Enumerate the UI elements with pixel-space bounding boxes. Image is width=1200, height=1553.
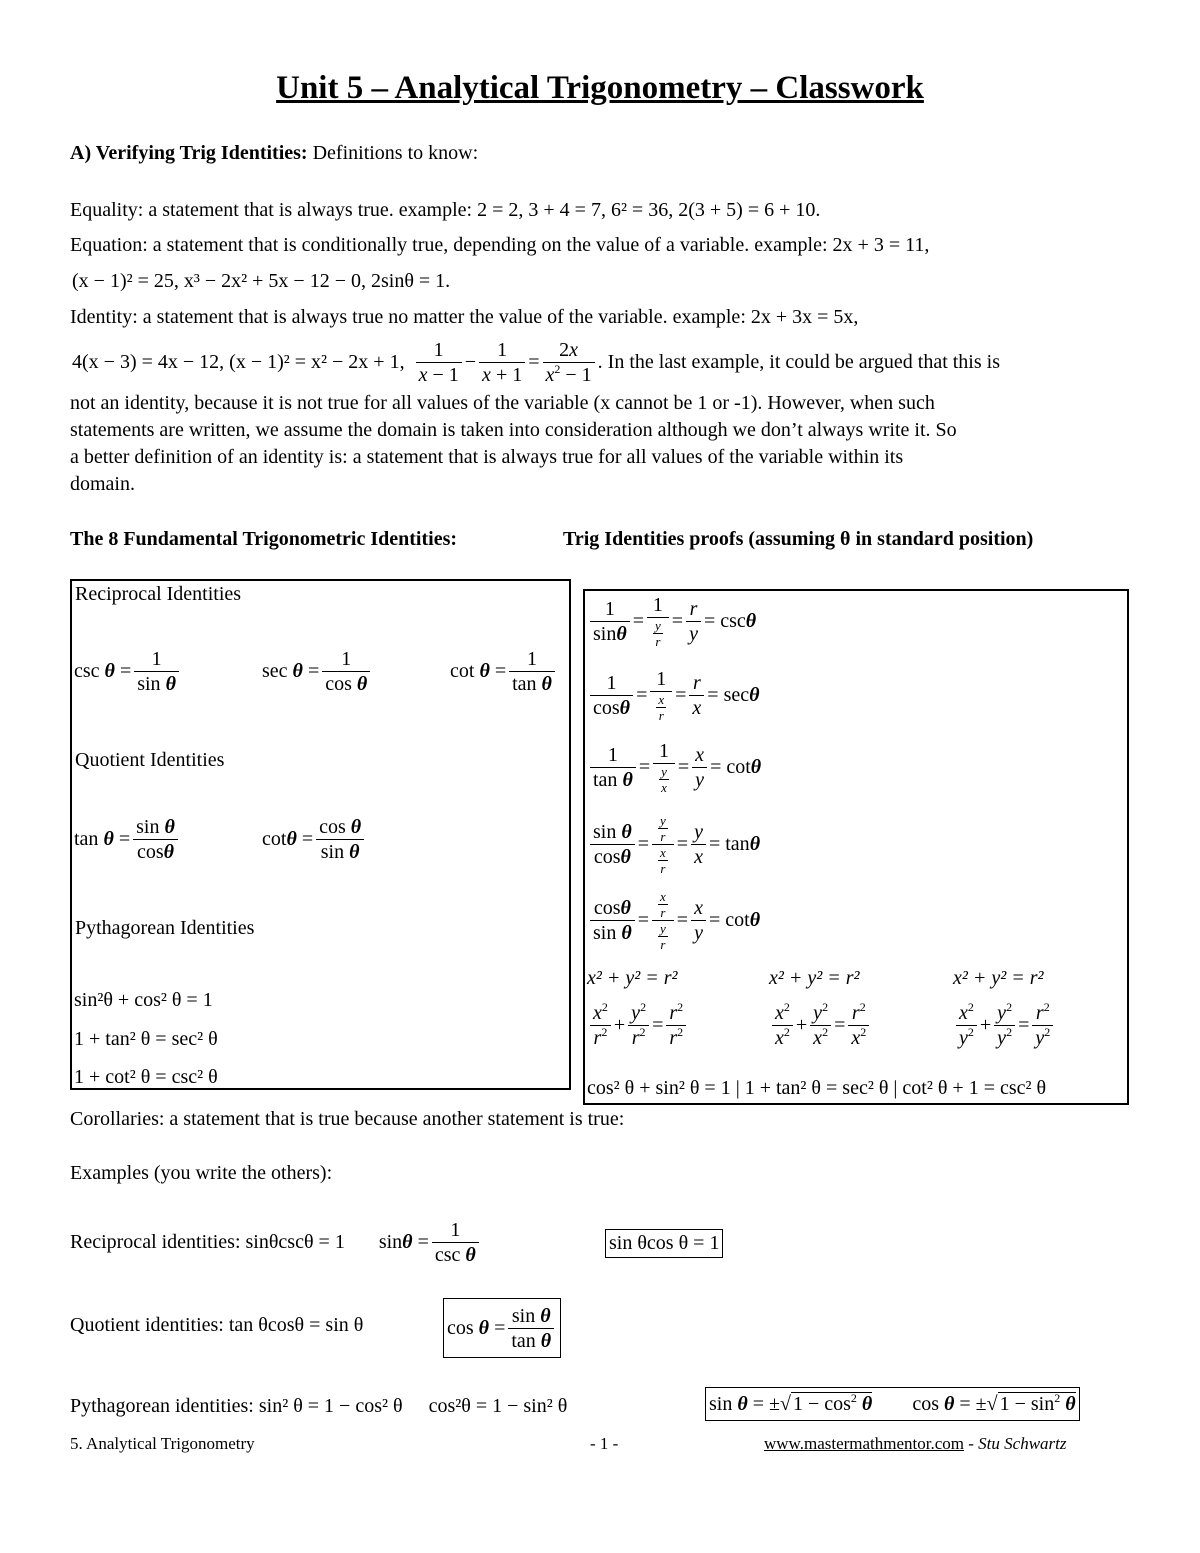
examples-label: Examples (you write the others): xyxy=(70,1162,333,1184)
corollary-reciprocal-eq: sinθcscθ = 1 xyxy=(245,1230,345,1253)
equality-definition: Equality: a statement that is always true. example: 2 = 2, 3 + 4 = 7, 6² = 36, 2(3 + 5) = 6 + 10. xyxy=(70,199,821,221)
corollaries-definition: Corollaries: a statement that is true because another statement is true: xyxy=(70,1108,625,1130)
pythagorean-label: Pythagorean Identities xyxy=(75,917,255,939)
reciprocal-cot: cot θ = $\frac{1}{\text{tan θ}}$ xyxy=(450,647,558,696)
section-a-header xyxy=(70,140,478,167)
footer-page-number: - 1 - xyxy=(590,1434,619,1453)
fraction-1-over-x-plus-1: $\frac{1}{x + 1}$ xyxy=(479,338,525,387)
reciprocal-label: Reciprocal Identities xyxy=(75,583,242,605)
proof-csc: $\frac{1}{\sin\theta}$ = $\frac{1}{\frac{y}{r}}$ = $\frac{r}{y}$ = csc θ xyxy=(587,593,756,649)
corollary-pythagorean-row xyxy=(70,1395,567,1418)
corollary-reciprocal-answer-box: sin θcos θ = 1 xyxy=(605,1229,723,1258)
pyth-base-3: x² + y² = r² xyxy=(953,967,1044,989)
proofs-heading: Trig Identities proofs (assuming θ in standard position) xyxy=(563,528,1034,550)
pyth-base-2: x² + y² = r² xyxy=(769,967,860,989)
section-a-subheading: Definitions to know: xyxy=(312,142,479,164)
section-a-heading: A) Verifying Trig Identities: xyxy=(70,142,308,164)
equation-examples: (x − 1)² = 25, x³ − 2x² + 5x − 12 − 0, 2sinθ = 1. xyxy=(72,270,451,292)
corollary-reciprocal-row xyxy=(70,1214,482,1270)
identity-definition: Identity: a statement that is always true no matter the value of the variable. example: 2x + 3x = 5x, xyxy=(70,306,859,328)
corollary-reciprocal-label: Reciprocal identities: xyxy=(70,1230,241,1253)
fraction-1-over-csc: $\frac{1}{\text{csc θ}}$ xyxy=(432,1218,479,1267)
proof-cot: $\frac{1}{\text{tan θ}}$ = $\frac{1}{\frac{y}{x}}$ = $\frac{x}{y}$ = cot θ xyxy=(587,739,761,795)
corollary-quotient-answer-box: cos θ = $\frac{\text{sin θ}}{\text{tan θ}}$ xyxy=(443,1298,561,1358)
identity-examples-b: . In the last example, it could be argued that this is xyxy=(597,350,1000,373)
footer-url[interactable]: www.mastermathmentor.com xyxy=(764,1434,965,1453)
corollary-pyth-eq2: cos²θ = 1 − sin² θ xyxy=(428,1395,568,1417)
pyth-results-line: cos² θ + sin² θ = 1 | 1 + tan² θ = sec² θ | cot² θ + 1 = csc² θ xyxy=(587,1077,1047,1099)
pyth-divide-y2: $\frac{x^2}{y^2}$ + $\frac{y^2}{y^2}$ = $\frac{r^2}{y^2}$ xyxy=(953,1001,1056,1050)
proof-sec: $\frac{1}{\cos\theta}$ = $\frac{1}{\frac{x}{r}}$ = $\frac{r}{x}$ = sec θ xyxy=(587,667,760,723)
pythagorean-1: sin²θ + cos² θ = 1 xyxy=(74,989,213,1011)
pyth-divide-r2: $\frac{x^2}{r^2}$ + $\frac{y^2}{r^2}$ = $\frac{r^2}{r^2}$ xyxy=(587,1001,689,1050)
footer-right xyxy=(764,1434,1067,1454)
footer-author: - Stu Schwartz xyxy=(964,1434,1067,1453)
proofs-box xyxy=(583,589,1129,1105)
reciprocal-csc: csc θ = $\frac{1}{\text{sin θ}}$ xyxy=(74,647,182,696)
proof-tan: $\frac{\text{sin θ}}{\cos\theta}$ = $\frac{\frac{y}{r}}{\frac{x}{r}}$ = $\frac{y}{x}$ = tan θ xyxy=(587,813,760,876)
pythagorean-3: 1 + cot² θ = csc² θ xyxy=(74,1066,218,1088)
fundamental-heading: The 8 Fundamental Trigonometric Identities: xyxy=(70,528,458,550)
paragraph-line-3: a better definition of an identity is: a statement that is always true for all values of the variable within its xyxy=(70,446,904,468)
paragraph-line-4: domain. xyxy=(70,473,135,495)
pyth-base-1: x² + y² = r² xyxy=(587,967,678,989)
corollary-quotient-label: Quotient identities: xyxy=(70,1314,224,1336)
corollary-quotient-row xyxy=(70,1314,363,1337)
corollary-pyth-eq1: sin² θ = 1 − cos² θ xyxy=(258,1395,403,1417)
quotient-label: Quotient Identities xyxy=(75,749,225,771)
identity-examples-a: 4(x − 3) = 4x − 12, (x − 1)² = x² − 2x + 1, xyxy=(72,350,405,373)
fraction-2x-over-x2-minus-1: $\frac{2x}{x^2 - 1}$ xyxy=(543,338,595,387)
paragraph-line-2: statements are written, we assume the domain is taken into consideration although we don’t always write it. So xyxy=(70,419,957,441)
corollary-pythagorean-label: Pythagorean identities: xyxy=(70,1395,254,1417)
fundamental-identities-box xyxy=(70,579,571,1090)
page-title: Unit 5 – Analytical Trigonometry – Classwork xyxy=(276,70,924,106)
paragraph-line-1: not an identity, because it is not true for all values of the variable (x cannot be 1 or -1). However, when such xyxy=(70,392,935,414)
quotient-cot: cot θ = $\frac{\text{cos θ}}{\text{sin θ}}$ xyxy=(262,815,367,864)
corollary-sin-reciprocal: sinθ = xyxy=(378,1230,429,1253)
footer-left: 5. Analytical Trigonometry xyxy=(70,1434,255,1453)
pythagorean-2: 1 + tan² θ = sec² θ xyxy=(74,1028,218,1050)
fraction-1-over-x-minus-1: $\frac{1}{x - 1}$ xyxy=(416,338,462,387)
reciprocal-sec: sec θ = $\frac{1}{\text{cos θ}}$ xyxy=(262,647,373,696)
corollary-quotient-eq: tan θcosθ = sin θ xyxy=(228,1314,364,1336)
equation-definition: Equation: a statement that is conditionally true, depending on the value of a variable. example: 2x + 3 = 11, xyxy=(70,234,930,256)
corollary-pythagorean-answer-box: sin θ = ±√ $1 - \cos^2 \theta$ cos θ = ±√ $1 - \sin^2 \theta$ xyxy=(705,1387,1080,1421)
identity-examples: 4(x − 3) = 4x − 12, (x − 1)² = x² − 2x + 1, $\frac{1}{x - 1}$ − $\frac{1}{x + 1}$ = $\frac{2x}{x^2 - 1}$ . In the last example, it could be argued that this is xyxy=(72,338,1000,386)
quotient-tan: tan θ = $\frac{\text{sin θ}}{\cos\theta}$ xyxy=(74,815,181,864)
proof-cot-quotient: $\frac{\cos\theta}{\text{sin θ}}$ = $\frac{\frac{x}{r}}{\frac{y}{r}}$ = $\frac{x}{y}$ = cot θ xyxy=(587,889,760,952)
pyth-divide-x2: $\frac{x^2}{x^2}$ + $\frac{y^2}{x^2}$ = $\frac{r^2}{x^2}$ xyxy=(769,1001,872,1050)
